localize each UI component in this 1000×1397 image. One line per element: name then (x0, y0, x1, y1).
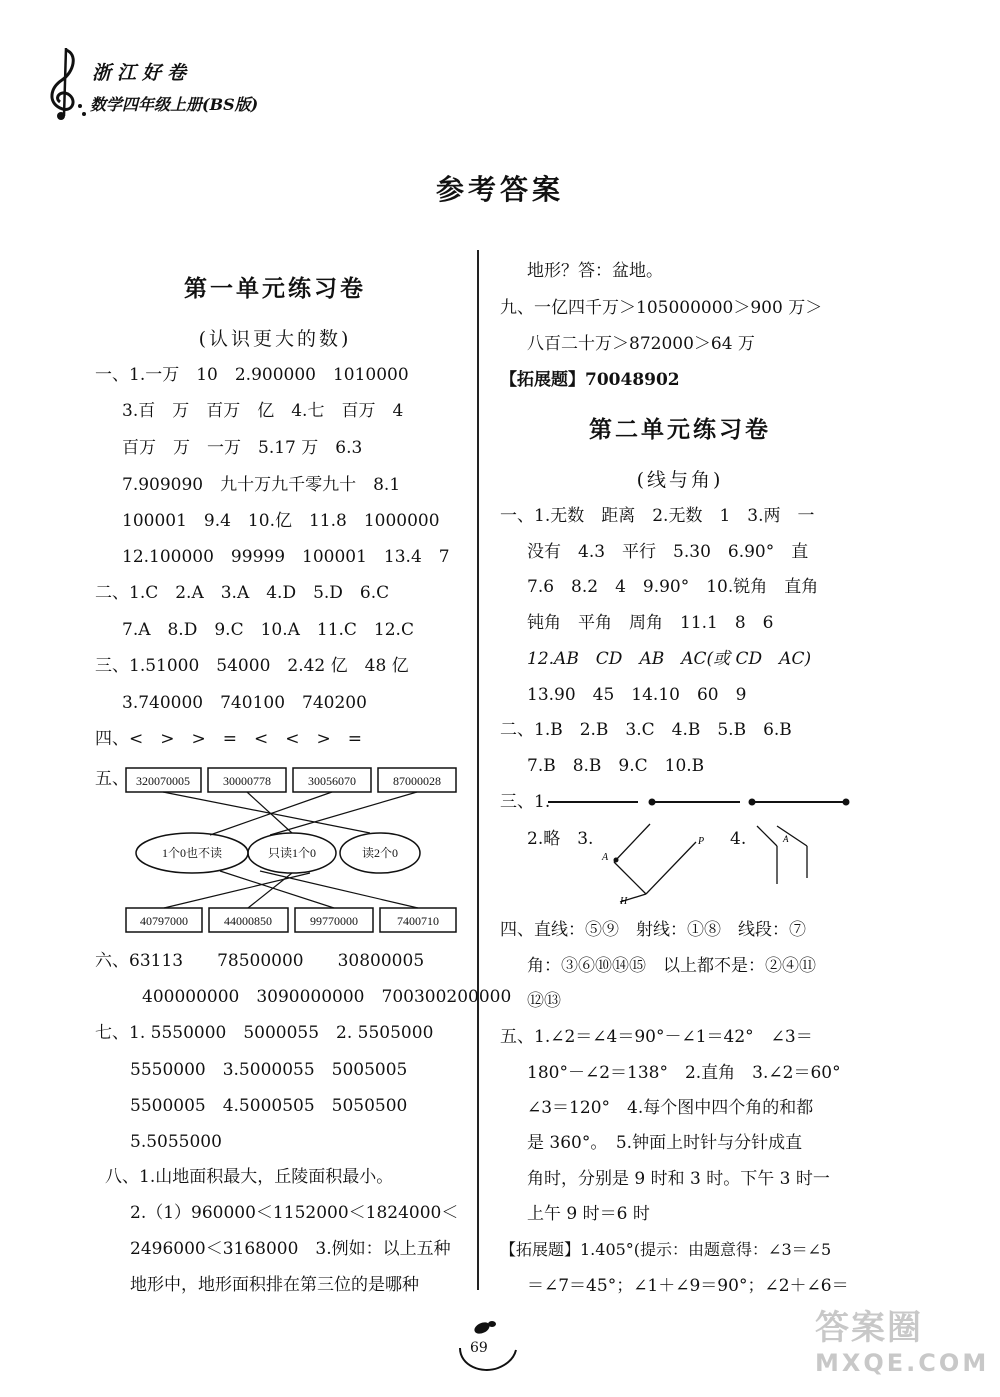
answer-line: 七、1. 5550000 5000055 2. 5505000 (95, 1023, 434, 1043)
svg-text:P: P (698, 836, 705, 847)
answer-line: ∠3＝120° 4.每个图中四个角的和都 (527, 1098, 814, 1118)
answer-line: 2.略 3. (527, 829, 594, 849)
perpendicular-figure (600, 822, 720, 906)
bottom-number: 99770000 (310, 914, 358, 928)
music-note-icon (40, 44, 90, 122)
unit2-title: 第二单元练习卷 (589, 416, 771, 443)
answer-line: 一、1.无数 距离 2.无数 1 3.两 一 (500, 506, 815, 526)
answer-line: 地形中，地形面积排在第三位的是哪种 (130, 1275, 419, 1295)
answer-line: 二、1.B 2.B 3.C 4.B 5.B 6.B (500, 720, 792, 740)
matching-diagram (120, 765, 460, 940)
bottom-number: 7400710 (397, 914, 439, 928)
answer-line: 地形？答：盆地。 (527, 261, 663, 281)
angle-figure (755, 822, 815, 888)
brand-title: 浙江好卷 (92, 62, 193, 84)
answer-line: 角时，分别是 9 时和 3 时。下午 3 时一 (527, 1169, 830, 1189)
top-number: 30056070 (308, 774, 356, 788)
answer-line: 3.740000 740100 740200 (122, 693, 367, 713)
answer-line: 2.（1）960000＜1152000＜1824000＜ (130, 1203, 459, 1223)
answer-line: 400000000 3090000000 700300200000 (142, 987, 512, 1007)
unit2-subtitle: (线与角) (636, 469, 724, 491)
svg-text:A: A (602, 852, 609, 863)
top-number: 87000028 (393, 774, 441, 788)
answer-line: 钝角 平角 周角 11.1 8 6 (527, 613, 774, 633)
answer-line: 4. (730, 829, 747, 849)
answer-line: 是 360°。 5.钟面上时针与分针成直 (527, 1133, 803, 1153)
bottom-number: 44000850 (224, 914, 272, 928)
answer-line: 四、< > > = < < > = (95, 729, 362, 749)
question-5-label: 五、 (95, 769, 129, 789)
answer-line: 7.B 8.B 9.C 10.B (527, 756, 705, 776)
answer-line: 7.909090 九十万九千零九十 8.1 (122, 475, 401, 495)
watermark-logo-text: 答案圈 (815, 1308, 923, 1348)
answer-line: ＝∠7＝45°；∠1＋∠9＝90°；∠2＋∠6＝ (527, 1276, 849, 1296)
answer-line: 5.5055000 (130, 1132, 222, 1152)
category-label: 读2个0 (361, 846, 399, 860)
extension-answer: 【拓展题】70048902 (500, 370, 680, 390)
answer-line: 一、1.一万 10 2.900000 1010000 (95, 365, 409, 385)
answer-line: 180°－∠2＝138° 2.直角 3.∠2＝60° (527, 1063, 841, 1083)
answer-line: 三、1.51000 54000 2.42 亿 48 亿 (95, 656, 409, 676)
watermark-url: MXQE.COM (815, 1349, 990, 1377)
svg-text:A: A (783, 834, 789, 844)
category-label: 1个0也不读 (161, 846, 223, 860)
svg-text:H: H (620, 896, 628, 906)
unit1-subtitle: (认识更大的数) (198, 328, 352, 350)
answer-line: 八百二十万＞872000＞64 万 (527, 334, 755, 354)
answer-line: 12.AB CD AB AC(或 CD AC) (527, 649, 812, 669)
top-number: 320070005 (136, 774, 190, 788)
answer-line: 3.百 万 百万 亿 4.七 百万 4 (122, 401, 404, 421)
answer-line: 5500005 4.5000505 5050500 (130, 1096, 408, 1116)
answer-line: 12.100000 99999 100001 13.4 7 (122, 547, 450, 567)
answer-line: 四、直线：⑤⑨ 射线：①⑧ 线段：⑦ (500, 920, 806, 940)
answer-line: 八、1.山地面积最大，丘陵面积最小。 (105, 1167, 394, 1187)
answer-line: 7.6 8.2 4 9.90° 10.锐角 直角 (527, 577, 819, 597)
page-title: 参考答案 (435, 173, 564, 206)
answer-line: 五、1.∠2＝∠4＝90°－∠1＝42° ∠3＝ (500, 1027, 813, 1047)
book-subtitle: 数学四年级上册(BS版) (90, 95, 259, 114)
category-label: 只读1个0 (267, 846, 317, 860)
answer-line: 九、一亿四千万＞105000000＞900 万＞ (500, 298, 823, 318)
answer-line: 六、63113 78500000 30800005 (95, 951, 425, 971)
answer-line: 二、1.C 2.A 3.A 4.D 5.D 6.C (95, 583, 390, 603)
answer-line: 没有 4.3 平行 5.30 6.90° 直 (527, 542, 809, 562)
bottom-number: 40797000 (140, 914, 188, 928)
watermark (815, 1300, 989, 1377)
answer-line: 三、1. (500, 792, 551, 812)
line-ray-segment-figures (548, 792, 858, 812)
answer-line: 5550000 3.5000055 5005005 (130, 1060, 408, 1080)
answer-line: 百万 万 一万 5.17 万 6.3 (122, 438, 363, 458)
answer-line: ⑫⑬ (527, 991, 561, 1011)
answer-line: 角：③⑥⑩⑭⑮ 以上都不是：②④⑪ (527, 956, 816, 976)
answer-line: 上午 9 时＝6 时 (527, 1204, 650, 1224)
answer-line: 100001 9.4 10.亿 11.8 1000000 (122, 511, 440, 531)
answer-line: 13.90 45 14.10 60 9 (527, 685, 747, 705)
answer-line: 2496000＜3168000 3.例如：以上五种 (130, 1239, 451, 1259)
page-number: 69 (470, 1340, 488, 1356)
column-divider (477, 250, 479, 1290)
answer-line: 7.A 8.D 9.C 10.A 11.C 12.C (122, 620, 414, 640)
top-number: 30000778 (223, 774, 271, 788)
unit1-title: 第一单元练习卷 (184, 275, 366, 302)
extension-answer: 【拓展题】1.405°(提示：由题意得：∠3＝∠5 (500, 1240, 832, 1259)
